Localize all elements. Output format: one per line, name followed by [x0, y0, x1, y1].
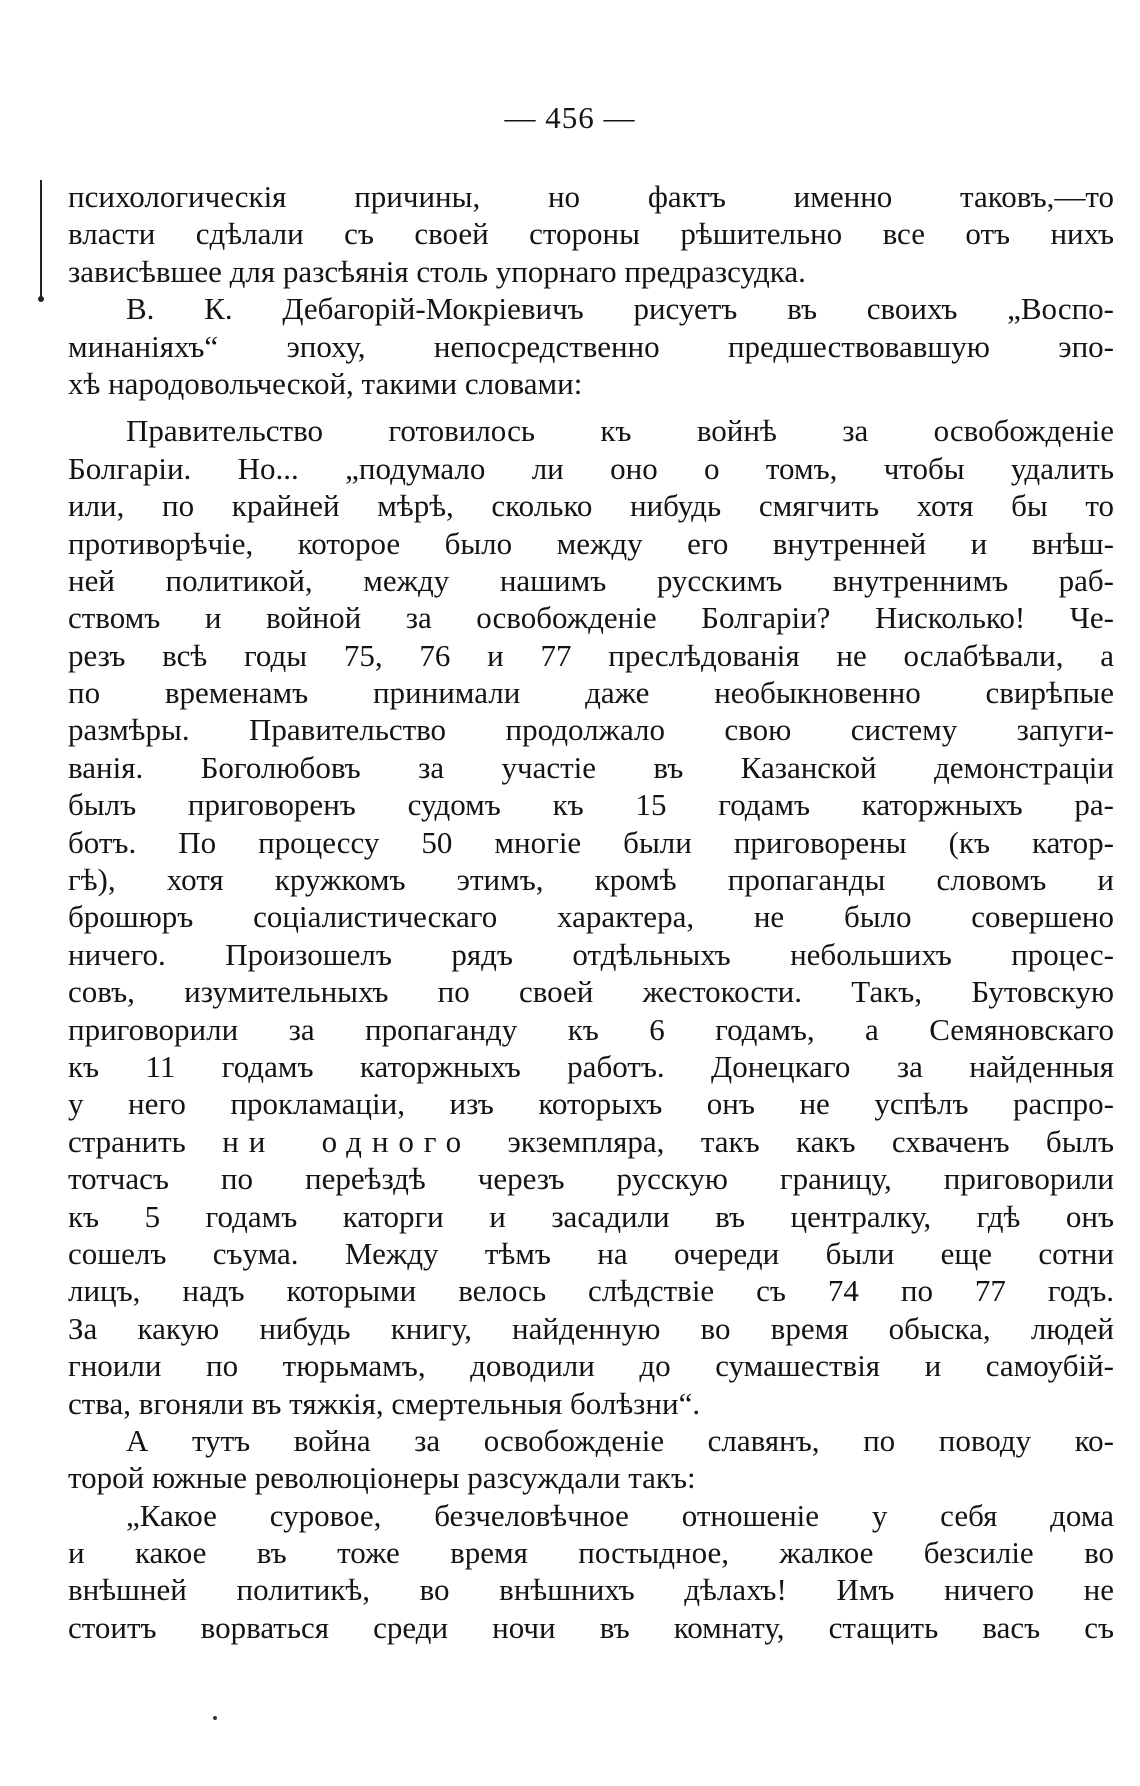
- paragraph-gap: [68, 402, 1114, 412]
- text-line: гѣ), хотя кружкомъ этимъ, кромѣ пропаганды словомъ и: [68, 862, 1114, 898]
- text-line: приговорили за пропаганду къ 6 годамъ, а Семяновскаго: [68, 1011, 1114, 1047]
- text-line: Болгаріи. Но... „подумало ли оно о томъ, чтобы удалить: [68, 450, 1114, 486]
- text-fragment: странить: [68, 1123, 186, 1159]
- body-text: [68, 178, 1114, 1646]
- text-line: къ 11 годамъ каторжныхъ работъ. Донецкаго за найденныя: [68, 1048, 1114, 1084]
- text-line: ничего. Произошелъ рядъ отдѣльныхъ небольшихъ процес-: [68, 936, 1114, 972]
- text-line: противорѣчіе, которое было между его внутренней и внѣш-: [68, 525, 1114, 561]
- text-line: В. К. Дебагорій-Мокріевичъ рисуетъ въ своихъ „Воспо-: [126, 291, 1114, 327]
- text-line: торой южные революціонеры разсуждали такъ:: [68, 1460, 696, 1496]
- text-line: Правительство готовилось къ войнѣ за освобожденіе: [126, 413, 1114, 449]
- text-line: власти сдѣлали съ своей стороны рѣшительно все отъ нихъ: [68, 216, 1114, 252]
- text-line: „Какое суровое, безчеловѣчное отношеніе у себя дома: [126, 1497, 1114, 1533]
- spaced-emphasis: ни одного: [222, 1123, 472, 1159]
- text-line: ванія. Боголюбовъ за участіе въ Казанской демонстраціи: [68, 749, 1114, 785]
- text-line: За какую нибудь книгу, найденную во время обыска, людей: [68, 1310, 1114, 1346]
- text-line: размѣры. Правительство продолжало свою систему запуги-: [68, 712, 1114, 748]
- text-line: лицъ, надъ которыми велось слѣдствіе съ 74 по 77 годъ.: [68, 1273, 1114, 1309]
- text-line: минаніяхъ“ эпоху, непосредственно предшествовавшую эпо-: [68, 328, 1114, 364]
- text-line: психологическія причины, но фактъ именно таковъ,—то: [68, 179, 1114, 214]
- text-line: ботъ. По процессу 50 многіе были приговорены (къ катор-: [68, 824, 1114, 860]
- text-line: тотчасъ по переѣздѣ черезъ русскую границу, приговорили: [68, 1161, 1114, 1197]
- text-line: ней политикой, между нашимъ русскимъ внутреннимъ раб-: [68, 562, 1114, 598]
- text-line: или, по крайней мѣрѣ, сколько нибудь смягчить хотя бы то: [68, 488, 1114, 524]
- text-line: совъ, изумительныхъ по своей жестокости. Такъ, Бутовскую: [68, 974, 1114, 1010]
- text-line: внѣшней политикѣ, во внѣшнихъ дѣлахъ! Имъ ничего не: [68, 1572, 1114, 1608]
- text-line: былъ приговоренъ судомъ къ 15 годамъ каторжныхъ ра-: [68, 787, 1114, 823]
- text-line: ствомъ и войной за освобожденіе Болгаріи? Нисколько! Че-: [68, 600, 1114, 636]
- text-line: у него прокламаціи, изъ которыхъ онъ не успѣлъ распро-: [68, 1086, 1114, 1122]
- text-line: хѣ народовольческой, такими словами:: [68, 365, 583, 401]
- text-line: сошелъ съума. Между тѣмъ на очереди были еще сотни: [68, 1235, 1114, 1271]
- text-line: резъ всѣ годы 75, 76 и 77 преслѣдованія не ослабѣвали, а: [68, 637, 1114, 673]
- text-line: ства, вгоняли въ тяжкія, смертельныя болѣзни“.: [68, 1385, 701, 1421]
- margin-mark-dot: [38, 296, 44, 302]
- text-fragment: экземпляра, такъ какъ схваченъ былъ: [507, 1123, 1115, 1159]
- text-line: къ 5 годамъ каторги и засадили въ централку, гдѣ онъ: [68, 1198, 1114, 1234]
- text-line: стоитъ ворваться среди ночи въ комнату, стащить васъ съ: [68, 1609, 1114, 1645]
- text-line: гноили по тюрьмамъ, доводили до сумашествія и самоубій-: [68, 1348, 1114, 1384]
- text-line: зависѣвшее для разсѣянія столь упорнаго предразсудка.: [68, 253, 806, 289]
- text-line: А тутъ война за освобожденіе славянъ, по поводу ко-: [126, 1422, 1114, 1458]
- margin-mark-line: [40, 180, 42, 298]
- print-speck: [213, 1716, 217, 1720]
- text-line-with-spaced-words: [68, 1123, 1114, 1160]
- text-line: и какое въ тоже время постыдное, жалкое безсиліе во: [68, 1535, 1114, 1571]
- page-number: — 456 —: [504, 100, 636, 135]
- text-line: по временамъ принимали даже необыкновенно свирѣпые: [68, 675, 1114, 711]
- text-line: брошюръ соціалистическаго характера, не было совершено: [68, 899, 1114, 935]
